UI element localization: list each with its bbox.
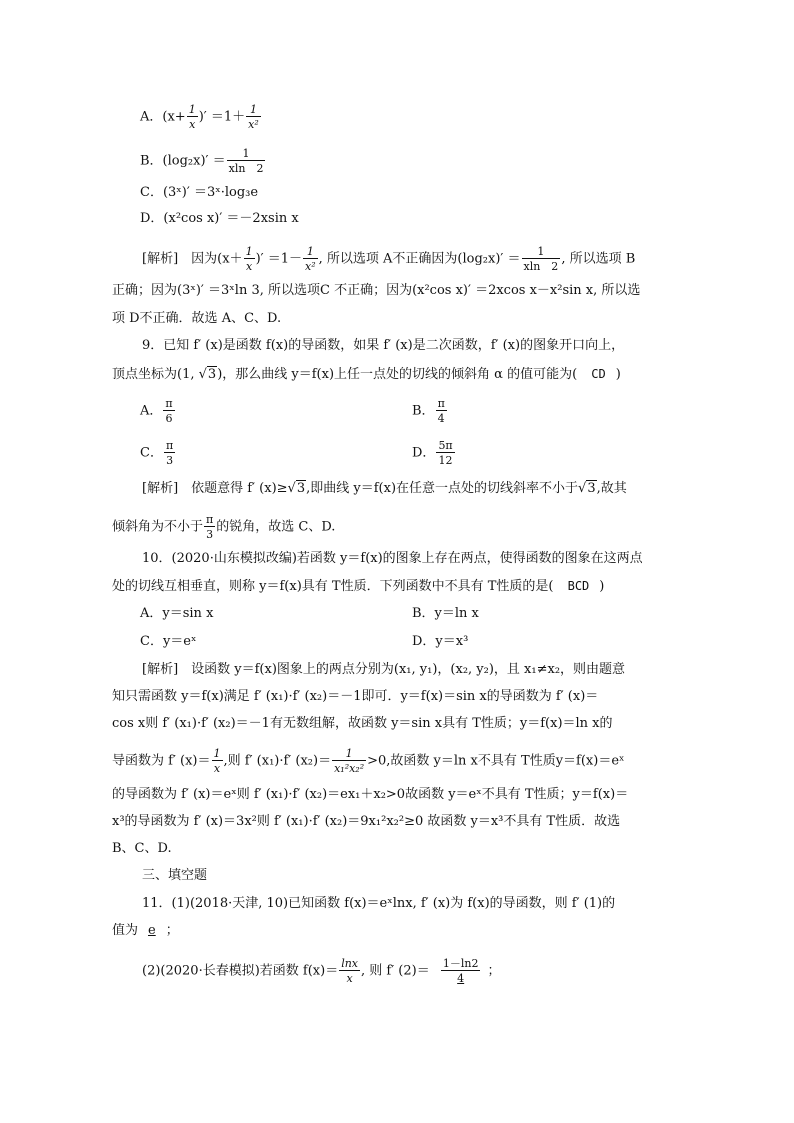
text-span: ；: [165, 923, 179, 938]
text-span: ): [615, 367, 621, 382]
text-span: [解析] 依题意得 f′ (x)≥: [142, 481, 288, 496]
text-span: , 所以选项 A不正确因为(log₂x)′ ＝: [318, 251, 521, 267]
q9-option-b: [412, 398, 448, 424]
q10-option-a: A．y＝sin x: [140, 606, 214, 621]
text-span: 值为: [112, 923, 139, 938]
q10-analysis-line5: 的导函数为 f′ (x)＝eˣ则 f′ (x₁)·f′ (x₂)＝ex₁＋x₂>0故函数 y＝eˣ不具有 T性质；y＝f(x)＝: [112, 787, 629, 802]
q10-analysis-line3: cos x则 f′ (x₁)·f′ (x₂)＝－1有无数组解，故函数 y＝sin x具有 T性质；y＝f(x)＝ln x的: [112, 716, 613, 731]
text-span: , 所以选项 B: [561, 251, 636, 267]
text-span: ,则 f′ (x₁)·f′ (x₂)＝: [223, 753, 332, 769]
text-span: , 则 f′ (2)＝: [361, 963, 430, 979]
q10-analysis-line7: B、C、D.: [112, 841, 172, 856]
q8-analysis-line1: [142, 246, 635, 272]
text-span: >0,故函数 y＝ln x不具有 T性质y＝f(x)＝eˣ: [367, 753, 625, 769]
text-span: ): [599, 579, 605, 594]
fraction: $\frac{1}{\text{x²}}$: [248, 103, 259, 131]
text-span: )，那么曲线 y＝f(x)上任一点处的切线的倾斜角 α 的值可能为(: [217, 367, 578, 382]
fraction: $\frac{1}{xln 2}$: [523, 245, 559, 273]
fraction: $\frac{1-\ln 2}{4}$: [442, 957, 479, 985]
text-span: 处的切线互相垂直，则称 y＝f(x)具有 T性质．下列函数中不具有 T性质的是(: [112, 579, 554, 594]
q9-stem-line2: [112, 365, 621, 384]
q8-option-b-text: B．(log₂x)′ ＝: [140, 153, 226, 169]
text-span: [解析] 因为(x＋: [142, 251, 243, 267]
q8-option-d: D．(x²cos x)′ ＝－2xsin x: [140, 211, 299, 226]
q8-option-a: [140, 104, 262, 130]
q9-analysis-line2: [112, 514, 335, 540]
q10-answer: BCD: [567, 579, 590, 593]
q10-analysis-line2: 知只需函数 y＝f(x)满足 f′ (x₁)·f′ (x₂)＝－1即可．y＝f(x)＝sin x的导函数为 f′ (x)＝: [112, 689, 599, 704]
fraction: $\frac{\pi}{3}$: [206, 513, 214, 541]
q9-analysis-line1: [142, 480, 627, 498]
text-span: 倾斜角为不小于: [112, 519, 204, 535]
q8-analysis-line2: 正确；因为(3ˣ)′ ＝3ˣln 3, 所以选项C 不正确；因为(x²cos x)′ ＝2xcos x－x²sin x, 所以选: [112, 283, 641, 298]
q10-option-c: C．y＝eˣ: [140, 634, 197, 649]
sqrt: √3: [198, 367, 217, 382]
text-span: 的锐角，故选 C、D.: [216, 519, 336, 535]
q11-part2-answer: [434, 957, 488, 985]
q9-option-a: [140, 398, 176, 424]
fraction: $\frac{1}{x}$: [245, 245, 253, 273]
q10-option-b: B．y＝ln x: [412, 606, 479, 621]
text-span: ,即曲线 y＝f(x)在任意一点处的切线斜率不小于: [306, 481, 579, 496]
q9-option-d: [412, 440, 456, 466]
text-span: 顶点坐标为(1,: [112, 367, 199, 382]
sqrt: √3: [578, 481, 596, 496]
text-span: 导函数为 f′ (x)＝: [112, 753, 211, 769]
q11-line2: [112, 922, 179, 940]
text-span: (2)(2020·长春模拟)若函数 f(x)＝: [142, 963, 339, 979]
q11-line3: [142, 958, 501, 984]
q8-option-c: C．(3ˣ)′ ＝3ˣ·log₃e: [140, 185, 259, 200]
option-label: C．: [140, 445, 163, 461]
text-span: ；: [487, 963, 501, 979]
q8-analysis-line3: 项 D不正确．故选 A、C、D.: [112, 311, 282, 326]
text-span: )′ ＝1－: [255, 251, 302, 267]
q8-option-a-text: A．(x+: [140, 109, 186, 125]
q9-answer: CD: [591, 367, 606, 381]
fraction: $\frac{\pi}{3}$: [165, 439, 174, 467]
q10-analysis-line1: [解析] 设函数 y＝f(x)图象上的两点分别为(x₁, y₁)，(x₂, y₂)，且 x₁≠x₂，则由题意: [142, 662, 626, 677]
q9-stem-line1: 9．已知 f′ (x)是函数 f(x)的导函数，如果 f′ (x)是二次函数，f′ (x)的图象开口向上，: [142, 338, 625, 353]
q11-part1-answer: e: [148, 923, 156, 938]
q10-analysis-line4: [112, 748, 625, 774]
q10-stem-line1: 10．(2020·山东模拟改编)若函数 y＝f(x)的图象上存在两点，使得函数的图象在这两点: [142, 551, 643, 566]
q8-option-a-mid: )′ ＝1＋: [198, 109, 246, 125]
section-heading: 三、填空题: [142, 868, 208, 883]
fraction: $\frac{1}{\text{x₁²x₂²}}$: [334, 747, 365, 775]
sqrt: √3: [287, 481, 306, 496]
fraction: $\frac{5\pi}{12}$: [438, 439, 453, 467]
fraction: $\frac{1}{x}$: [188, 103, 196, 131]
fraction: $\frac{1}{\text{x²}}$: [305, 245, 316, 273]
fraction: $\frac{\ln x}{x}$: [341, 957, 359, 985]
q10-stem-line2: [112, 577, 604, 596]
option-label: B．: [412, 403, 435, 419]
q10-option-d: D．y＝x³: [412, 634, 469, 649]
fraction: $\frac{\pi}{6}$: [165, 397, 173, 425]
fraction: $\frac{1}{xln 2}$: [228, 147, 264, 175]
fraction: $\frac{1}{x}$: [213, 747, 221, 775]
option-label: D．: [412, 445, 436, 461]
q9-option-c: [140, 440, 176, 466]
fraction: $\frac{\pi}{4}$: [437, 397, 445, 425]
q10-analysis-line6: x³的导函数为 f′ (x)＝3x²则 f′ (x₁)·f′ (x₂)＝9x₁²x₂²≥0 故函数 y＝x³不具有 T性质．故选: [112, 814, 621, 829]
option-label: A．: [140, 403, 163, 419]
text-span: ,故其: [596, 481, 627, 496]
q8-option-b: [140, 148, 266, 174]
q11-line1: 11．(1)(2018·天津, 10)已知函数 f(x)＝eˣlnx, f′ (x)为 f(x)的导函数，则 f′ (1)的: [142, 896, 616, 911]
